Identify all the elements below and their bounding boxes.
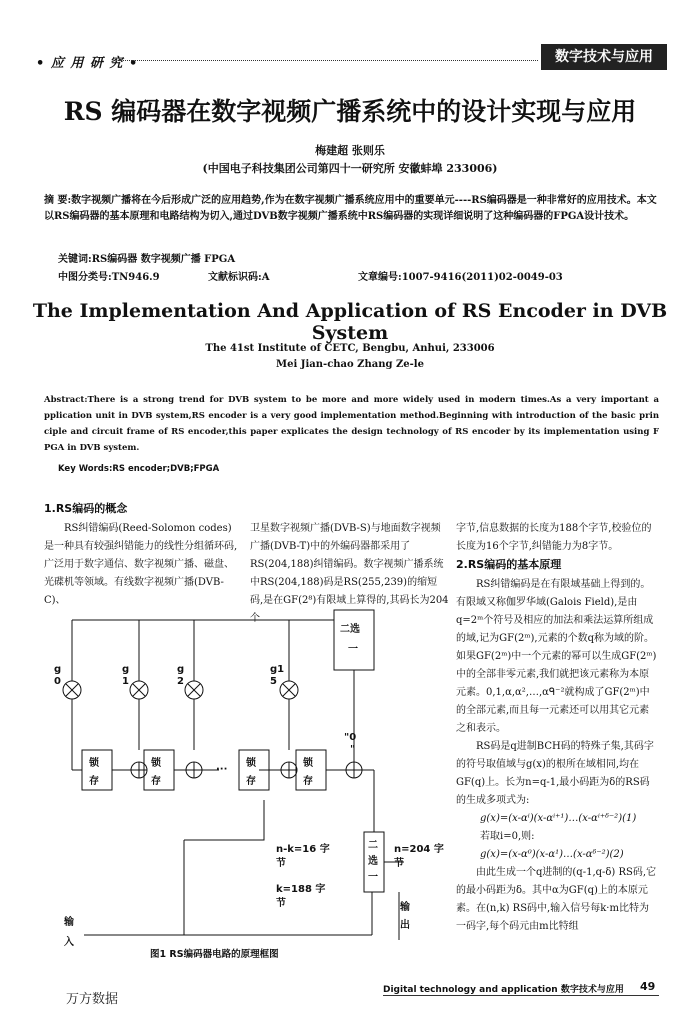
n204-label: n=204 字 bbox=[394, 844, 444, 855]
register-1: 锁 bbox=[89, 758, 99, 769]
footer-divider bbox=[383, 995, 659, 996]
select-bottom-label: 二 bbox=[368, 840, 378, 851]
svg-text:存: 存 bbox=[303, 776, 313, 787]
column-1 bbox=[44, 500, 239, 610]
abstract-cn: 摘 要:数字视频广播将在今后形成广泛的应用趋势,作为在数字视频广播系统应用中的重要单元----RS编码器是一种非常好的应用技术。本文以RS编码器的基本原理和电路结构为切入,通过DVB数字视频广播系统中RS编码器的实现详细说明了这种编码器的FPGA设计技术。 bbox=[44, 195, 657, 222]
keywords-cn: 关键词:RS编码器 数字视频广播 FPGA bbox=[58, 254, 236, 265]
register-2: 锁 bbox=[151, 758, 161, 769]
journal-column-badge: 数字技术与应用 bbox=[541, 44, 667, 70]
section2-text: RS纠错编码是在有限域基础上得到的。有限域又称伽罗华域(Galois Field),是由q=2ᵐ个符号及相应的加法和乘法运算所组成的域,记为GF(2ᵐ),元素的个数q称为域的阶。如果GF(2ᵐ)中一个元素的幂可以生成GF(2ᵐ)中的全部非零元素,我们就把该元素称为本原元素。0,1,α,α²,…,αᑫ⁻²就构成了GF(2ᵐ)中的全部元素,而且每一元素还可以用其它元素之和表示。 bbox=[456, 579, 657, 734]
column3-top-text: 字节,信息数据的长度为188个字节,校验位的长度为16个字节,纠错能力为8字节。 bbox=[456, 523, 652, 552]
paper-title-en: The Implementation And Application of RS Encoder in DVB System bbox=[32, 300, 668, 344]
svg-text:选: 选 bbox=[368, 856, 378, 867]
label-g0: g bbox=[54, 664, 62, 675]
svg-text:5: 5 bbox=[270, 676, 277, 687]
svg-text:一: 一 bbox=[368, 872, 378, 883]
svg-text:1: 1 bbox=[122, 676, 129, 687]
register-3: 锁 bbox=[246, 758, 256, 769]
section-label: • 应 用 研 究 • bbox=[36, 56, 139, 71]
section2-text2: RS码是q进制BCH码的特殊子集,其码字的符号取值域与g(x)的根所在域相同,均在GF(q)上。长为n=q-1,最小码距为δ的RS码的生成多项式为: bbox=[456, 741, 654, 806]
rs-encoder-diagram bbox=[44, 600, 454, 965]
svg-text:节: 节 bbox=[276, 898, 286, 909]
affiliation-cn: (中国电子科技集团公司第四十一研究所 安徽蚌埠 233006) bbox=[202, 162, 498, 175]
footer-journal: Digital technology and application 数字技术与应用 bbox=[383, 985, 624, 995]
authors-cn: 梅建超 张则乐 bbox=[315, 144, 385, 157]
column2-text: 卫星数字视频广播(DVB-S)与地面数字视频广播(DVB-T)中的外编码器都采用了RS(204,188)纠错编码。数字视频广播系统中RS(204,188)码是RS(255,239)的缩短码,是在GF(2⁸)有限域上算得的,其码长为204个 bbox=[250, 523, 449, 624]
svg-text:存: 存 bbox=[151, 776, 161, 787]
column-3 bbox=[456, 500, 658, 556]
svg-text:存: 存 bbox=[246, 776, 256, 787]
label-g1: g bbox=[122, 664, 130, 675]
svg-text:节: 节 bbox=[276, 858, 286, 869]
institute-en: The 41st Institute of CETC, Bengbu, Anhui, 233006 bbox=[205, 343, 495, 354]
label-g15: g1 bbox=[270, 664, 285, 675]
equation-1: g(x)=(x-αⁱ)(x-αⁱ⁺¹)…(x-αⁱ⁺ᵟ⁻²)(1) bbox=[480, 813, 637, 824]
equation-2: g(x)=(x-α⁰)(x-α¹)…(x-αᵟ⁻²)(2) bbox=[480, 849, 624, 860]
zero-label: "0 bbox=[344, 732, 357, 743]
svg-text:出: 出 bbox=[400, 920, 410, 931]
ellipsis: ··· bbox=[216, 764, 228, 775]
output-label: 输 bbox=[400, 902, 410, 913]
input-label: 输 bbox=[64, 917, 74, 928]
label-g2: g bbox=[177, 664, 185, 675]
section1-heading: 1.RS编码的概念 bbox=[44, 502, 128, 515]
svg-text:": " bbox=[350, 744, 356, 755]
figure-caption: 图1 RS编码器电路的原理框图 bbox=[150, 949, 279, 960]
equation-note: 若取i=0,则: bbox=[480, 831, 535, 842]
abstract-en: Abstract:There is a strong trend for DVB system to be more and more widely used in modern times.As a very important a pplication unit in DVB system,RS encoder is a very good implementation method.Beginning with introduction of the basic prin ciple and circuit frame of RS encoder,this paper explicates the design technology of RS encoder by its implementation using F PGA in DVB system. bbox=[44, 395, 659, 453]
svg-text:入: 入 bbox=[64, 937, 74, 948]
article-number: 文章编号:1007-9416(2011)02-0049-03 bbox=[358, 272, 563, 283]
svg-text:一: 一 bbox=[348, 644, 358, 655]
paper-title-cn: RS 编码器在数字视频广播系统中的设计实现与应用 bbox=[63, 97, 637, 126]
svg-text:存: 存 bbox=[89, 776, 99, 787]
svg-text:节: 节 bbox=[394, 858, 404, 869]
keywords-en: Key Words:RS encoder;DVB;FPGA bbox=[58, 464, 220, 474]
watermark: 万方数据 bbox=[66, 992, 119, 1007]
svg-text:2: 2 bbox=[177, 676, 184, 687]
column-3-section2 bbox=[456, 556, 658, 936]
section2-text3: 由此生成一个q进制的(q-1,q-δ) RS码,它的最小码距为δ。其中α为GF(q)上的本原元素。在(n,k) RS码中,输入信号每k·m比特为一码字,每个码元由m比特组 bbox=[456, 867, 657, 932]
doc-code: 文献标识码:A bbox=[208, 272, 270, 283]
register-4: 锁 bbox=[303, 758, 313, 769]
k188-label: k=188 字 bbox=[276, 884, 326, 895]
clc-number: 中图分类号:TN946.9 bbox=[58, 272, 160, 283]
page-number: 49 bbox=[640, 980, 656, 993]
nk-label: n-k=16 字 bbox=[276, 844, 330, 855]
select-top-label: 二选 bbox=[340, 624, 360, 635]
authors-en: Mei Jian-chao Zhang Ze-le bbox=[276, 359, 424, 370]
svg-text:0: 0 bbox=[54, 676, 61, 687]
header-divider bbox=[118, 60, 538, 61]
section1-text: RS纠错编码(Reed-Solomon codes)是一种具有较强纠错能力的线性分组循环码,广泛用于数字通信、数字视频广播、磁盘、光碟机等领域。有线数字视频广播(DVB-C)、 bbox=[44, 523, 238, 606]
section2-heading: 2.RS编码的基本原理 bbox=[456, 558, 562, 571]
